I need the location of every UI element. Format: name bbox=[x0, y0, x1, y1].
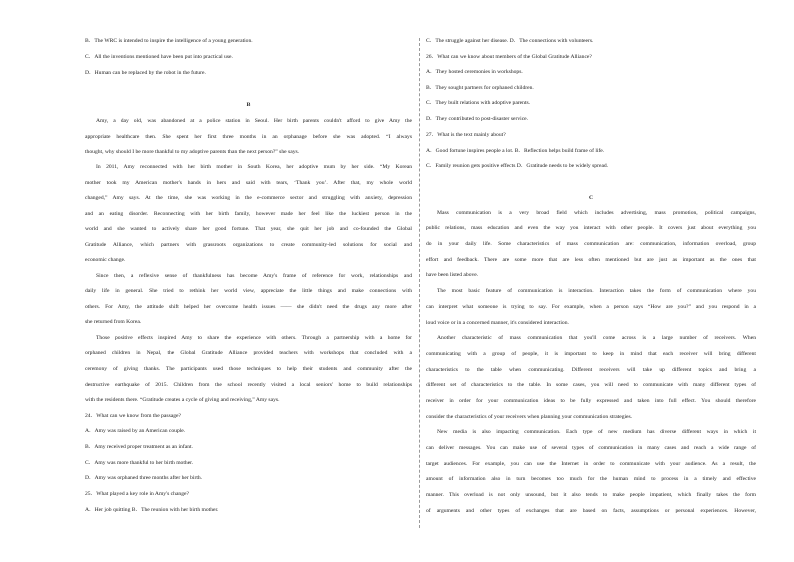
text-line: receiver in order for your communication ideas to be fully expressed and taken into full effect. You should therefore bbox=[426, 398, 756, 404]
text-line: A．Amy was raised by an American couple. bbox=[85, 428, 186, 434]
text-line: manner. This overload is not only unsound, but it also tends to make people impatient, which finally takes the form bbox=[426, 492, 756, 498]
text-line: New media is also impacting communication. Each type of new medium has diverse different ways in which it bbox=[437, 429, 756, 435]
text-line: can deliver messages. You can make use of several types of communication in many cases and reach a wide range of bbox=[426, 445, 756, 451]
text-line: C．They built relations with adoptive parents. bbox=[426, 100, 531, 106]
text-line: B．They sought partners for orphaned children. bbox=[426, 85, 534, 91]
text-line: 25．What played a key role in Amy's change? bbox=[85, 491, 189, 497]
text-line: A．They hosted ceremonies in workshops. bbox=[426, 69, 523, 75]
text-line: characteristics to the table when communicating. Different receivers will take up different topics and bring a bbox=[426, 367, 756, 373]
text-line: of arguments and other types of exchanges that are based on facts, assumptions or personal experiences. However, bbox=[426, 508, 756, 514]
section-heading: B bbox=[246, 102, 251, 108]
text-line: economic change. bbox=[85, 257, 126, 263]
text-line: Gratitude Alliance, which partners with grassroots organizations to create community-led solutions for social and bbox=[85, 242, 412, 248]
text-line: mother took my American mother's hands in hers and said with tears, ‘Thank you’. After that, my whole world bbox=[85, 180, 412, 186]
text-line: 24．What can we know from the passage? bbox=[85, 413, 181, 419]
text-line: communicating with a group of people, it is important to keep in mind that each receiver will bring different bbox=[426, 351, 756, 357]
text-line: others. For Amy, the attitude shift helped her overcome health issues —— she didn't need the drugs any more after bbox=[85, 304, 412, 310]
text-line: Another characteristic of mass communication that you'll come across is a large number of receivers. When bbox=[437, 335, 756, 341]
text-line: thought, why should I be more thankful to my adoptive parents than the next person?” she says. bbox=[85, 149, 300, 155]
text-line: The most basic feature of communication is interaction. Interaction takes the form of communication where you bbox=[437, 288, 756, 294]
text-line: C．All the inventions mentioned have been put into practical use. bbox=[85, 54, 233, 60]
text-line: different set of characteristics to the table. In some cases, you will need to communicate with many different types of bbox=[426, 382, 756, 388]
text-line: she returned from Korea. bbox=[85, 319, 142, 325]
text-line: appropriate healthcare then. She spent her first three months in an orphanage before she was adopted. “I always bbox=[85, 134, 412, 140]
text-line: destructive earthquake of 2015. Children from the school recently visited a local seniors' home to build relationships bbox=[85, 382, 412, 388]
text-line: loud voice or in a concerned manner, it's considered interaction. bbox=[426, 320, 569, 326]
text-line: target audiences. For example, you can use the Internet in order to communicate with your audience. As a result, the bbox=[426, 461, 756, 467]
text-line: C．Amy was more thankful to her birth mother. bbox=[85, 460, 194, 466]
text-line: 27．What is the text mainly about? bbox=[426, 132, 506, 138]
text-line: effort and feedback. There are some more that are less often mentioned but are just as important as the ones that bbox=[426, 257, 756, 263]
text-line: changed,” Amy says. At the time, she was working in the e-commerce sector and struggling with anxiety, depression bbox=[85, 195, 412, 201]
text-line: In 2011, Amy reconnected with her birth mother in South Korea, her adoptive mum by her side. “My Korean bbox=[96, 164, 412, 170]
text-line: B．Amy received proper treatment as an infant. bbox=[85, 444, 193, 450]
text-line: A．Her job quitting B．The reunion with her birth mother. bbox=[85, 507, 219, 513]
text-line: can interpret what someone is trying to say. For example, when a person says “How are you?” and you respond in a bbox=[426, 304, 756, 310]
text-line: ceremony of giving thanks. The participants used those techniques to help their students and community after the bbox=[85, 366, 412, 372]
text-line: orphaned children in Nepal, the Global Gratitude Alliance provided teachers with workshops that concluded with a bbox=[85, 350, 412, 356]
text-line: C．The struggle against her disease. D．The connections with volunteers. bbox=[426, 38, 594, 44]
text-line: 26．What can we know about members of the Global Gratitude Alliance? bbox=[426, 54, 592, 60]
text-line: daily life in general. She tried to rethink her world view, appreciate the little things and make connections with bbox=[85, 288, 412, 294]
text-line: with the residents there. “Gratitude creates a cycle of giving and receiving,” Amy says. bbox=[85, 397, 280, 403]
text-line: Since then, a reflexive sense of thankfulness has become Amy's frame of reference for work, relationships and bbox=[96, 273, 412, 279]
text-line: D．They contributed to post-disaster service. bbox=[426, 116, 529, 122]
text-line: Those positive effects inspired Amy to share the experience with others. Through a partnership with a home for bbox=[96, 335, 412, 341]
text-line: amount of information also in turn becomes too much for the human mind to process in a timely and effective bbox=[426, 476, 756, 482]
text-line: and an eating disorder. Reconnecting with her birth family, however made her feel like the luckiest person in the bbox=[85, 211, 412, 217]
text-line: Amy, a day old, was abandoned at a police station in Seoul. Her birth parents couldn't afford to give Amy the bbox=[96, 118, 412, 124]
text-line: have been listed above. bbox=[426, 272, 479, 278]
text-line: public relations, mass education and even the way you interact with other people. It covers just about everything you bbox=[426, 225, 756, 231]
text-line: C．Family reunion gets positive effects D．Gratitude needs to be widely spread. bbox=[426, 163, 609, 169]
text-line: D．Human can be replaced by the robot in the future. bbox=[85, 70, 206, 76]
text-line: D．Amy was orphaned three months after her birth. bbox=[85, 475, 203, 481]
text-line: Mass communication is a very broad field which includes advertising, mass promotion, political campaigns, bbox=[437, 210, 756, 216]
text-line: consider the characteristics of your receivers when planning your communication strategies. bbox=[426, 414, 633, 420]
text-line: world and she wanted to actively share her good fortune. That year, she quit her job and co-founded the Global bbox=[85, 226, 412, 232]
text-line: do in your daily life. Some characteristics of mass communication are: communication, information overload, group bbox=[426, 241, 756, 247]
column-divider bbox=[419, 38, 420, 528]
text-line: B．The WRC is intended to inspire the intelligence of a young generation. bbox=[85, 38, 253, 44]
text-line: A．Good fortune inspires people a lot. B．Reflection helps build frame of life. bbox=[426, 148, 605, 154]
section-heading: C bbox=[588, 195, 594, 201]
